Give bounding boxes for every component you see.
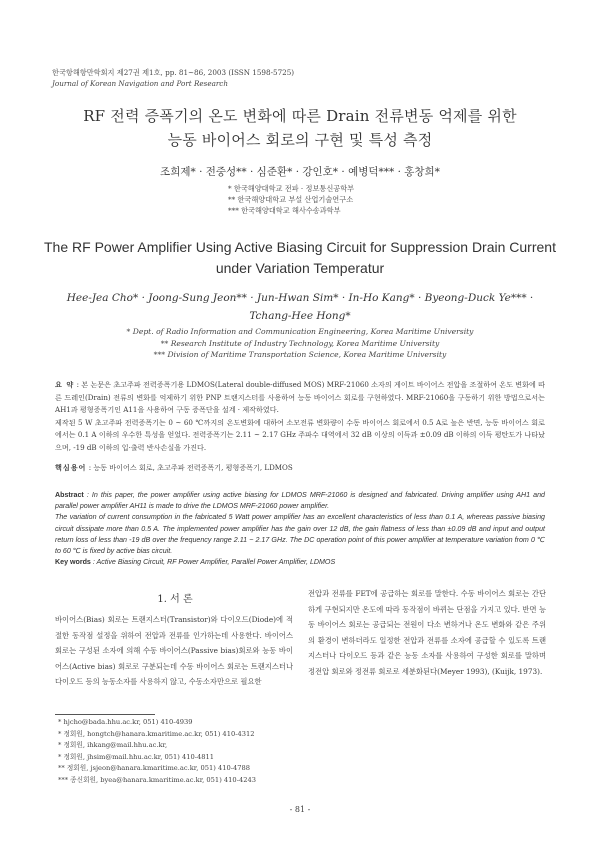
page-number: - 81 - [289, 805, 311, 814]
affiliation-en-2: ** Research Institute of Industry Technology, Korea Maritime University [160, 338, 440, 348]
abstract-english [55, 490, 545, 557]
affiliation-ko-3: *** 한국해양대학교 해사수송과학부 [228, 206, 341, 215]
abstract-ko-paragraph-2: 제작된 5 W 초고주파 전력증폭기는 0 ~ 60 ℃까지의 온도변화에 대하여 소모전류 변화량이 수동 바이어스 회로에서 0.5 A로 높은 반면, 능동 바이어스 회로에서는 0.1 A 이하의 우수한 특성을 얻었다. 전력증폭기는 2.11 ~ 2.17 GHz 주파수 대역에서 32 dB 이상의 이득과 ±0.09 dB 이하의 이득 평탄도가 나타났으며, -19 dB 이하의 입·출력 반사손실을 가진다. [55, 417, 545, 452]
authors-english [30, 289, 570, 325]
affiliation-en-3: *** Division of Maritime Transportation Science, Korea Maritime University [153, 350, 447, 359]
keywords-korean [55, 463, 545, 473]
footnote-6: *** 종신회원, byea@hanara.kmaritime.ac.kr, 051) 410-4243 [58, 775, 256, 784]
keywords-ko-label: 핵심용어 [55, 463, 87, 472]
body-right-paragraph: 전압과 전류를 FET에 공급하는 회로를 말한다. 수동 바이어스 회로는 간단하게 구현되지만 온도에 따라 동작점이 바뀌는 단점을 가지고 있다. 반면 능동 바이어스 회로는 공급되는 전원이 다소 변하거나 온도 변화와 같은 주위의 환경이 변하더라도 일정한 전압과 전류를 소자에 공급할 수 있도록 트랜지스터나 다이오드 등과 같은 능동 소자를 사용하여 구성한 회로를 말하며 정전압 회로와 정전류 회로로 세분화된다(Meyer 1993), (Kuijk, 1973). [308, 589, 546, 676]
authors-english-line2: Tchang-Hee Hong* [249, 310, 351, 322]
journal-header [52, 67, 294, 89]
keywords-english [55, 558, 545, 566]
footnote-3: * 정회원, ihkang@mail.hhu.ac.kr, [58, 741, 168, 750]
authors-korean: 조희제* · 전중성** · 심준환* · 강인호* · 예병덕*** · 홍창희* [160, 166, 440, 178]
journal-name-en: Journal of Korean Navigation and Port Research [52, 79, 228, 88]
abstract-ko-label: 요 약 [55, 380, 75, 389]
title-korean [40, 104, 560, 152]
affiliation-ko-2: ** 한국해양대학교 부설 산업기술연구소 [228, 195, 354, 204]
affiliation-ko-1: * 한국해양대학교 전파 · 정보통신공학부 [228, 184, 355, 193]
footnote-4: * 정회원, jhsim@mail.hhu.ac.kr, 051) 410-4811 [58, 752, 215, 761]
abstract-korean [55, 379, 545, 455]
abstract-en-label: Abstract [55, 491, 84, 499]
affiliations-korean [228, 183, 354, 216]
body-column-left [55, 612, 293, 690]
authors-english-line1: Hee-Jea Cho* · Joong-Sung Jeon** · Jun-Hwan Sim* · In-Ho Kang* · Byeong-Duck Ye*** · [66, 292, 534, 304]
keywords-ko-value: : 능동 바이어스 회로, 초고주파 전력증폭기, 평형증폭기, LDMOS [88, 463, 293, 472]
title-english-line2: under Variation Temperatur [215, 260, 385, 276]
footnote-5: ** 정회원, jsjeon@hanara.kmaritime.ac.kr, 051) 410-4788 [58, 764, 251, 773]
abstract-en-paragraph-1: : In this paper, the power amplifier using active biasing for LDMOS MRF-21060 is designed and fabricated. Driving amplifier using AH1 and parallel power amplifier AH11 is made to drive the LDMOS MRF-21060 power amplifier. [55, 491, 545, 511]
keywords-en-label: Key words [55, 558, 91, 566]
body-column-right [308, 586, 546, 680]
title-korean-line2: 능동 바이어스 회로의 구현 및 특성 측정 [167, 131, 433, 149]
abstract-ko-paragraph-1: : 본 논문은 초고주파 전력증폭기용 LDMOS(Lateral double-diffused MOS) MRF-21060 소자의 게이트 바이어스 전압을 조절하여 온도 변화에 따른 드레인(Drain) 전류의 변화를 억제하기 위한 PNP 트랜지스터를 사용하여 능동 바이어스 회로를 구현하였다. MRF-21060을 구동하기 위한 방법으로서는 AH1과 평형증폭기인 A11을 사용하여 구동 증폭단을 설계 · 제작하였다. [55, 380, 546, 415]
journal-info-ko: 한국항해항만학회지 제27권 제1호, pp. 81~86, 2003 (ISSN 1598-5725) [52, 68, 295, 77]
affiliation-en-1: * Dept. of Radio Information and Communication Engineering, Korea Maritime University [126, 327, 474, 336]
section-1-title: 1. 서 론 [157, 594, 193, 605]
footnote-1: * hjcho@bada.hhu.ac.kr, 051) 410-4939 [58, 718, 193, 726]
footnote-2: * 정회원, hongtch@hanara.kmaritime.ac.kr, 051) 410-4312 [58, 729, 255, 738]
keywords-en-value: : Active Biasing Circuit, RF Power Amplifier, Parallel Power Amplifier, LDMOS [92, 558, 336, 566]
footnote-divider [55, 714, 155, 715]
title-korean-line1: RF 전력 증폭기의 온도 변화에 따른 Drain 전류변동 억제를 위한 [83, 107, 517, 125]
affiliations-english [30, 326, 570, 361]
body-left-paragraph: 바이어스(Bias) 회로는 트랜지스터(Transistor)와 다이오드(Diode)에 적절한 동작점 설정을 위하여 전압과 전류를 인가하는데 사용한다. 바이어스 회로는 구성된 소자에 의해 수동 바이어스(Passive bias)회로와 능동 바이어스(Active bias) 회로로 구분되는데 수동 바이어스 회로는 트랜지스터나 다이오드 등의 능동소자를 사용하지 않고, 수동소자만으로 필요한 [55, 615, 293, 687]
title-english-line1: The RF Power Amplifier Using Active Biasing Circuit for Suppression Drain Current [44, 239, 556, 255]
abstract-en-paragraph-2: The variation of current consumption in the fabricated 5 Watt power amplifier has an excellent characteristics of less than 0.1 A, whereas passive biasing circuit dissipate more than 0.5 A. The implemented power amplifier has the gain over 12 dB, the gain flatness of less than ±0.09 dB and input and output return loss of less than -19 dB over the frequency range 2.11 ~ 2.17 GHz. The DC operation point of this power amplifier at temperature variation from 0 ℃ to 60 ℃ is fixed by active bias circuit. [55, 513, 545, 556]
footnotes [58, 717, 256, 787]
title-english [30, 237, 570, 279]
